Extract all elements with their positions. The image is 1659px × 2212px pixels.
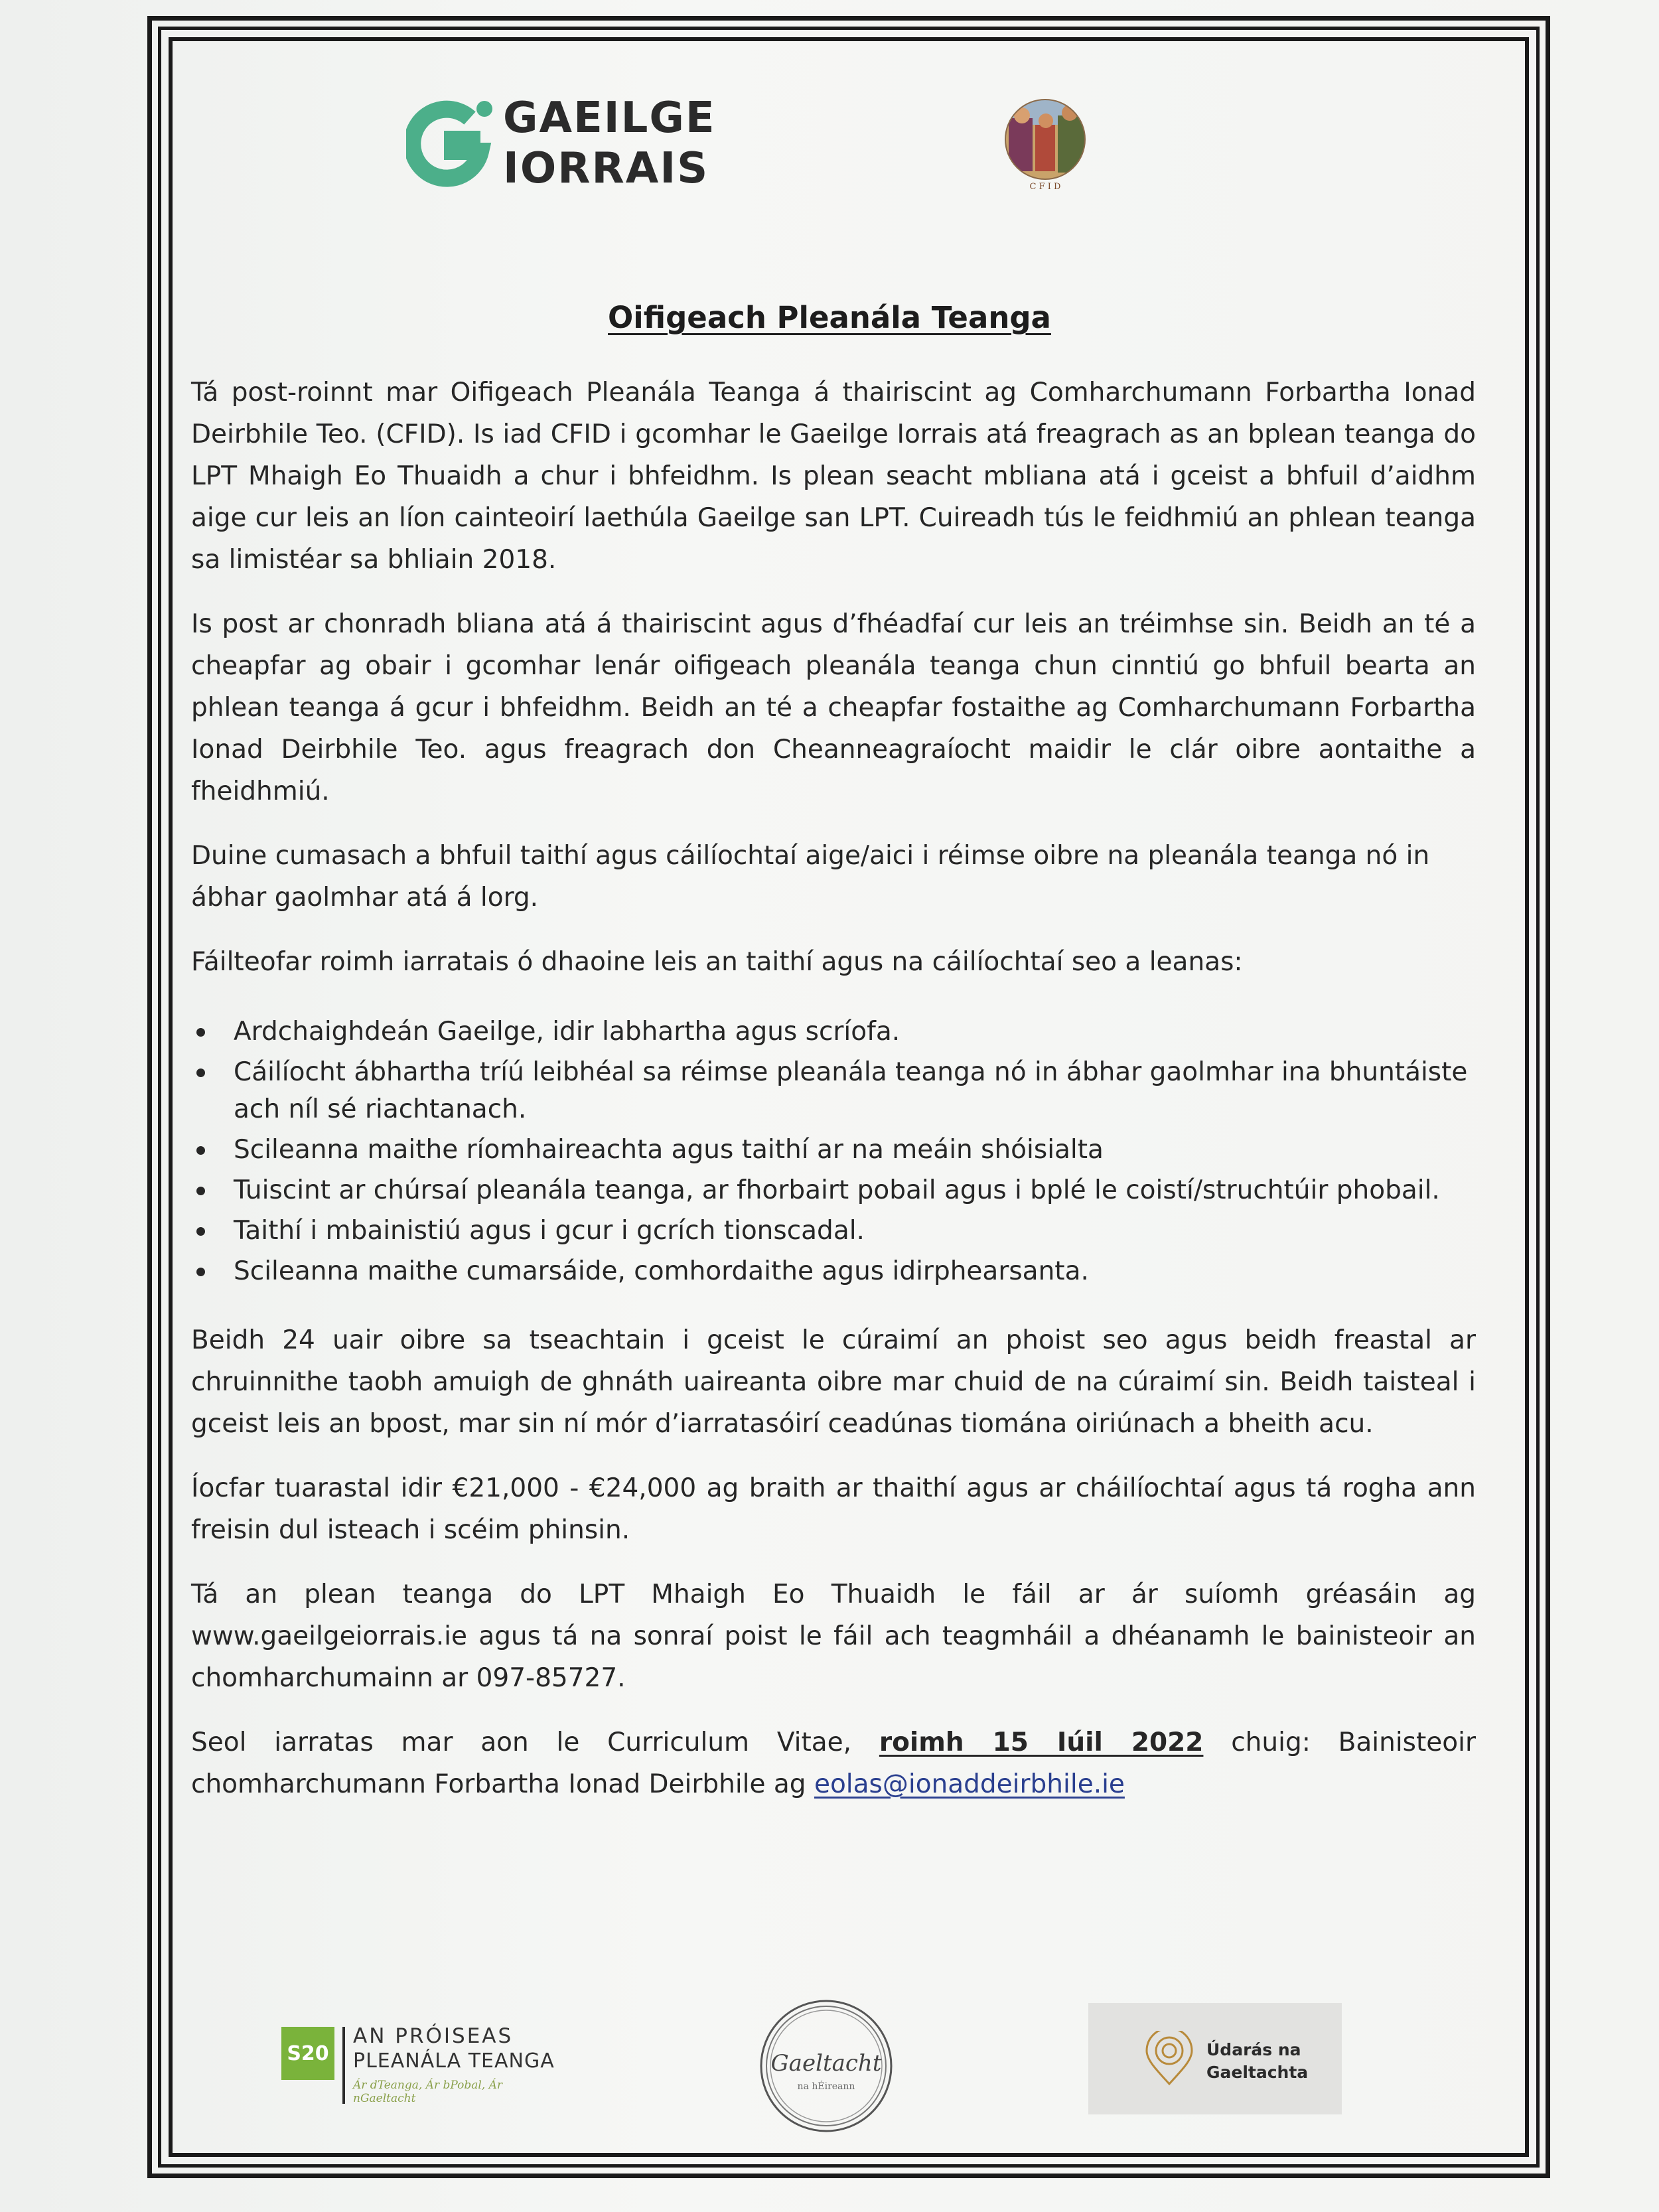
email-link[interactable]: eolas@ionaddeirbhile.ie [814,1769,1125,1799]
paragraph-website: Tá an plean teanga do LPT Mhaigh Eo Thuaidh le fáil ar ár suíomh gréasáin ag www.gaeilgeiorrais.ie agus tá na sonraí poist le fáil ach teagmháil a dhéanamh le bainisteoir an chomharchumainn ar 097-85727. [191,1580,1476,1693]
page-title: Oifigeach Pleanála Teanga [608,300,1051,335]
s20-line2: PLEANÁLA TEANGA [353,2049,555,2073]
list-item: Scileanna maithe ríomhaireachta agus taithí ar na meáin shóisialta [234,1132,1476,1169]
udaras-pin-icon [1143,2031,1196,2087]
cfid-logo [1002,98,1088,192]
list-item: Scileanna maithe cumarsáide, comhordaithe agus idirphearsanta. [234,1253,1476,1290]
paragraph-intro: Tá post-roinnt mar Oifigeach Pleanála Teanga á thairiscint ag Comharchumann Forbartha Ionad Deirbhile Teo. (CFID). Is iad CFID i gcomhar le Gaeilge Iorrais atá freagrach as an bplean teanga do LPT Mhaigh Eo Thuaidh a chur i bhfeidhm. Is plean seacht mbliana atá i gceist a bhfuil d’aidhm aige cur leis an líon cainteoirí laethúla Gaeilge san LPT. Cuireadh tús le feidhmiú an phlean teanga sa limistéar sa bhliain 2018. [191,378,1476,575]
gaeltacht-sub: na hÉireann [797,2081,855,2092]
apply-text-start: Seol iarratas mar aon le Curriculum Vitae, [191,1728,879,1757]
document-body [191,372,1476,1828]
requirements-list [191,1013,1476,1290]
cfid-caption: C F I D [1029,182,1061,192]
cfid-emblem-icon [1002,98,1088,182]
s20-line1: AN PRÓISEAS [353,2024,514,2048]
gaeltacht-logo [757,1996,896,2136]
list-item: Tuiscint ar chúrsaí pleanála teanga, ar fhorbairt pobail agus i bplé le coistí/struchtúir phobail. [234,1172,1476,1209]
gaeilge-iorrais-logo [406,93,738,199]
logo-word-gaeilge: GAEILGE [503,94,716,143]
paragraph-hours: Beidh 24 uair oibre sa tseachtain i gceist le cúraimí an phoist seo agus beidh freastal ar chruinnithe taobh amuigh de ghnáth uaireanta oibre mar chuid de na cúraimí sin. Beidh taisteal i gceist leis an bpost, mar sin ní mór d’iarratasóirí ceadúnas tiomána oiriúnach a bheith acu. [191,1325,1476,1439]
gaeltacht-circle-icon [757,1996,896,2136]
paragraph-candidate: Duine cumasach a bhfuil taithí agus cáilíochtaí aige/aici i réimse oibre na pleanála teanga nó in ábhar gaolmhar atá á lorg. [191,841,1430,913]
paragraph-contract: Is post ar chonradh bliana atá á thairiscint agus d’fhéadfaí cur leis an tréimhse sin. Beidh an té a cheapfar ag obair i gcomhar lenár oifigeach pleanála teanga chun cinntiú go bhfuil bearta an phlean teanga á gcur i bhfeidhm. Beidh an té a cheapfar fostaithe ag Comharchumann Forbartha Ionad Deirbhile Teo. agus freagrach don Cheanneagraíocht maidir le clár oibre aontaithe a fheidhmiú. [191,609,1476,806]
logo-word-iorrais: IORRAIS [503,144,709,193]
paragraph-requirements-intro: Fáilteofar roimh iarratais ó dhaoine leis an taithí agus na cáilíochtaí seo a leanas: [191,947,1243,977]
gaeltacht-word: Gaeltacht [770,2050,882,2077]
g-logo-icon [406,98,494,191]
s20-tagline: Ár dTeanga, Ár bPobal, Ár nGaeltacht [353,2079,503,2105]
deadline-date: roimh 15 Iúil 2022 [879,1728,1204,1757]
list-item: Cáilíocht ábhartha tríú leibhéal sa réimse pleanála teanga nó in ábhar gaolmhar ina bhuntáiste ach níl sé riachtanach. [234,1054,1476,1128]
list-item: Taithí i mbainistiú agus i gcur i gcrích tionscadal. [234,1213,1476,1250]
s20-badge: S20 [281,2027,334,2080]
udaras-line2: Gaeltachta [1206,2063,1309,2082]
apply-text-middle: chuig: Bainisteoir chomharchumann Forbartha Ionad Deirbhile ag [191,1728,1477,1799]
paragraph-salary: Íocfar tuarastal idir €21,000 - €24,000 ag braith ar thaithí agus ar cháilíochtaí agus tá rogha ann freisin dul isteach i scéim phinsin. [191,1473,1476,1545]
paragraph-apply [191,1722,1476,1805]
s20-divider [342,2027,345,2104]
udaras-logo [1088,2003,1342,2114]
udaras-line1: Údarás na [1206,2040,1301,2059]
s20-logo [281,2022,567,2108]
list-item: Ardchaighdeán Gaeilge, idir labhartha agus scríofa. [234,1013,1476,1051]
